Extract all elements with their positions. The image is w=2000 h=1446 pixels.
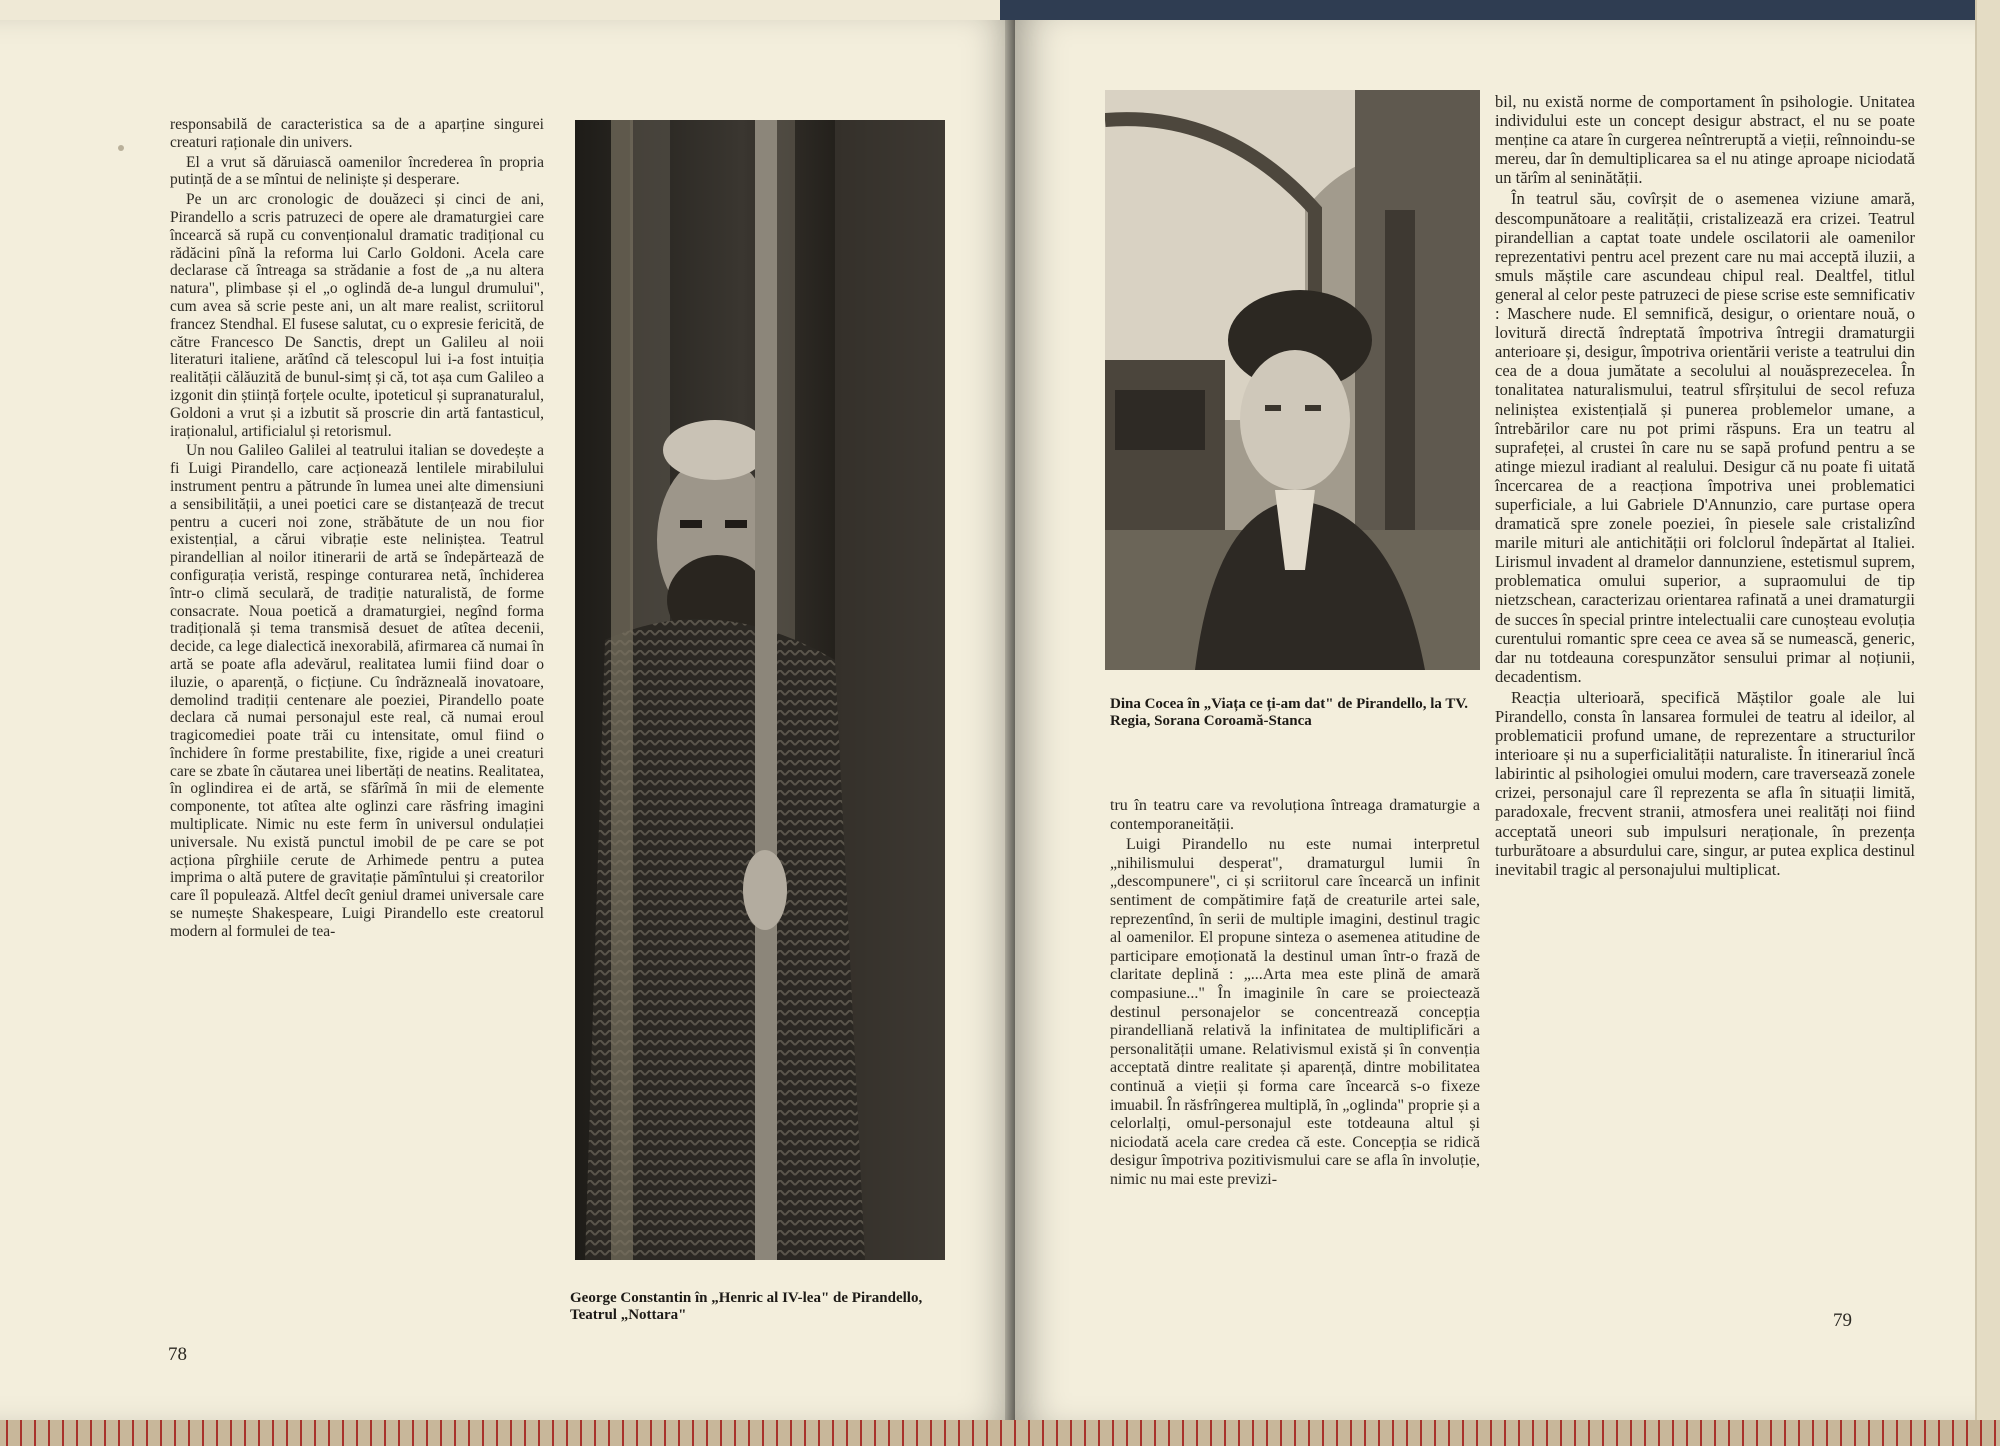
paragraph: Reacția ulterioară, specifică Măștilor goale ale lui Pirandello, consta în lansarea formulei de teatru al ideilor, al problematicii profund umane, de reprezentare a structurilor interioare și nu a superficialității naturaliste. În itinerariul încă labirintic al psihologiei omului modern, care traversează zonele crizei, personajul care îl reprezenta se afla în situații limită, paradoxale, frecvent stranii, atmosfera unei realități noi fiind acceptată uneori sub impulsuri neraționale, în prezența turburătoare a absurdului care, singur, ar putea explica destinul inevitabil tragic al personajului multiplicat. (1495, 687, 1915, 879)
page-speck (118, 145, 124, 151)
paragraph: tru în teatru care va revoluționa întreaga dramaturgie a contemporaneității. (1110, 797, 1480, 833)
photo-caption-left: George Constantin în „Henric al IV-lea" de Pirandello, Teatrul „Nottara" (570, 1290, 923, 1323)
paragraph: bil, nu există norme de comportament în psihologie. Unitatea individului este un concept desigur abstract, el nu se poate menține ca atare în curgerea neîntreruptă a vieții, reînnoindu-se mereu, dar în demultiplicarea sa el nu atinge aproape niciodată un tărîm al seninătății. (1495, 92, 1915, 188)
paragraph: El a vrut să dăruiască oamenilor încrederea în propria putință de a se mîntui de neliniște și desperare. (170, 153, 544, 189)
page-edges (1975, 0, 2000, 1446)
book-bottom-edge (0, 1420, 2000, 1446)
paragraph: responsabilă de caracteristica sa de a aparține singurei creaturi raționale din univers. (170, 116, 544, 151)
book-cover-edge (1000, 0, 2000, 22)
right-outer-column (1495, 92, 1915, 881)
paragraph: În teatrul său, covîrșit de o asemenea viziune amară, descompunătoare a realității, cristalizează era crizei. Teatrul pirandellian a captat toate undele oscilatorii ale oamenilor reprezentativi pentru acel prezent care nu mai acceptă iluzii, a smuls măștile care ascundeau chipul real. Dealtfel, titlul general al celor peste patruzeci de piese scrise este semnificativ : Maschere nude. El semnifică, desigur, o orientare nouă, o lovitură directă îndreptată împotriva întregii dramaturgii anterioare și, desigur, împotriva orientării veriste a teatrului din cea de a doua jumătate a secolului al nouăsprezecelea. În tonalitatea naturalismului, teatrul sfîrșitului de secol refuza neliniștea existențială și punerea problemelor umane, a întrebărilor care nu pot primi răspuns. Era un teatru al suprafeței, al crustei în care nu se sapă profund pentru a se atinge miezul iradiant al realului. Desigur că nu poate fi uitată încercarea de a reacționa împotriva unei problematici superficiale, a lui Gabriele D'Annunzio, care purtase opera dramatică spre zonele poeziei, în piesele sale cristalizînd marile mituri ale antichității ori folclorul îndepărtat al Italiei. Lirismul invadent al dramelor dannunziene, estetismul suprem, problematica omului superior, a supraomului de tip nietzschean, caracterizau orientarea rafinată a unei dramaturgii de succes în special printre intelectualii care cunoșteau evoluția curentului romantic spre ceea ce avea să se numească, generic, dar nu totdeauna corespunzător sensului primar al noțiunii, decadentism. (1495, 189, 1915, 686)
paragraph: Pe un arc cronologic de douăzeci și cinci de ani, Pirandello a scris patruzeci de opere ale dramaturgiei care încearcă să rupă cu convenționalul dramatic tradițional cu rădăcini pînă la reforma lui Carlo Goldoni. Acela care declarase că întreaga sa strădanie a fost de „a nu altera natura", plimbase și el „o oglindă de-a lungul drumului", cum avea să scrie peste ani, un alt mare realist, scriitorul francez Stendhal. El fusese salutat, cu o expresie fericită, de către Francesco De Sanctis, drept un Galileu al noii literaturi italiene, arătînd că telescopul lui i-a fost intuiția realității călăuzită de bunul-simț și că, tot așa cum Galileo a izgonit din știință forțele oculte, ipoteticul și supranaturalul, Goldoni a vrut și a izbutit să proscrie din artă fantasticul, iraționalul, artificialul și retorismul. (170, 191, 544, 440)
left-text-column (170, 116, 544, 943)
right-middle-column (1110, 797, 1480, 1191)
page-number-left: 78 (168, 1344, 187, 1365)
photo-dina-cocea (1105, 90, 1480, 670)
left-page (0, 20, 1015, 1420)
page-number-right: 79 (1833, 1310, 1852, 1331)
photo-caption-right: Dina Cocea în „Viața ce ți-am dat" de Pirandello, la TV. Regia, Sorana Coroamă-Stanca (1110, 696, 1469, 729)
photo-george-constantin (575, 120, 945, 1260)
paragraph: Un nou Galileo Galilei al teatrului italian se dovedește a fi Luigi Pirandello, care acționează lentilele mirabilului instrument pentru a pătrunde în lumea unei alte dimensiuni a sensibilității, a unei poetici care se distanțează de trecut pentru a cuceri noi zone, străbătute de un nou fior existențial, a cărui vibrație este neliniștea. Teatrul pirandellian al noilor itinerarii de artă se îndepărtează de configurația veristă, respinge conturarea netă, închiderea într-o climă seculară, de tradiție naturalistă, de forme consacrate. Noua poetică a dramaturgiei, negînd forma tradițională și tema transmisă desuet de atîtea decenii, decide, ca lege dialectică inexorabilă, afirmarea că numai în artă se poate afla adevărul, realitatea lumii fiind doar o iluzie, o aparență, o ficțiune. Cu îndrăzneală inovatoare, demolind tradiții centenare ale poeziei, Pirandello poate declara că numai personajul este real, că numai eroul tragicomediei poate trăi cu intensitate, omul fiind o închidere în forme prestabilite, fixe, rigide a unei creaturi care se zbate în căutarea unei libertăți de neatins. Realitatea, în oglindirea ei de artă, se sfărîmă în mii de elemente componente, tot atîtea alte oglinzi care răsfring imagini multiplicate. Nimic nu este ferm în universul ondulației universale. Nu există punctul imobil de pe care se pot acționa pîrghiile cerute de Arhimede pentru a putea imprima o altă putere de gravitație pămîntului și creatorilor care îl populează. Altfel decît geniul dramei universale care se numește Shakespeare, Luigi Pirandello este creatorul modern al formulei de tea- (170, 442, 544, 940)
paragraph: Luigi Pirandello nu este numai interpretul „nihilismului desperat", dramaturgul lumii în „descompunere", ci și scriitorul care încearcă un infinit sentiment de compătimire față de creaturile artei sale, reprezentînd, în serii de multiple imagini, destinul tragic al oamenilor. El propune sinteza o asemenea atitudine de participare emoționată la destinul uman într-o frază de claritate deplină : „...Arta mea este plină de amară compasiune..." În imaginile în care se proiectează destinul personajelor se concentrează concepția pirandelliană relativă la infinitatea de multiplificări a personalității umane. Relativismul există și în convenția acceptată dintre realitate și aparență, dintre mobilitatea continuă a vieții și forma care încearcă s-o fixeze imuabil. În răsfrîngerea multiplă, în „oglinda" proprie și a celorlalți, omul-personajul este totdeauna altul și niciodată acela care credea că este. Concepția se ridică desigur împotriva pozitivismului care se afla în involuție, nimic nu mai este previzi- (1110, 836, 1480, 1188)
right-page (1015, 20, 1975, 1420)
